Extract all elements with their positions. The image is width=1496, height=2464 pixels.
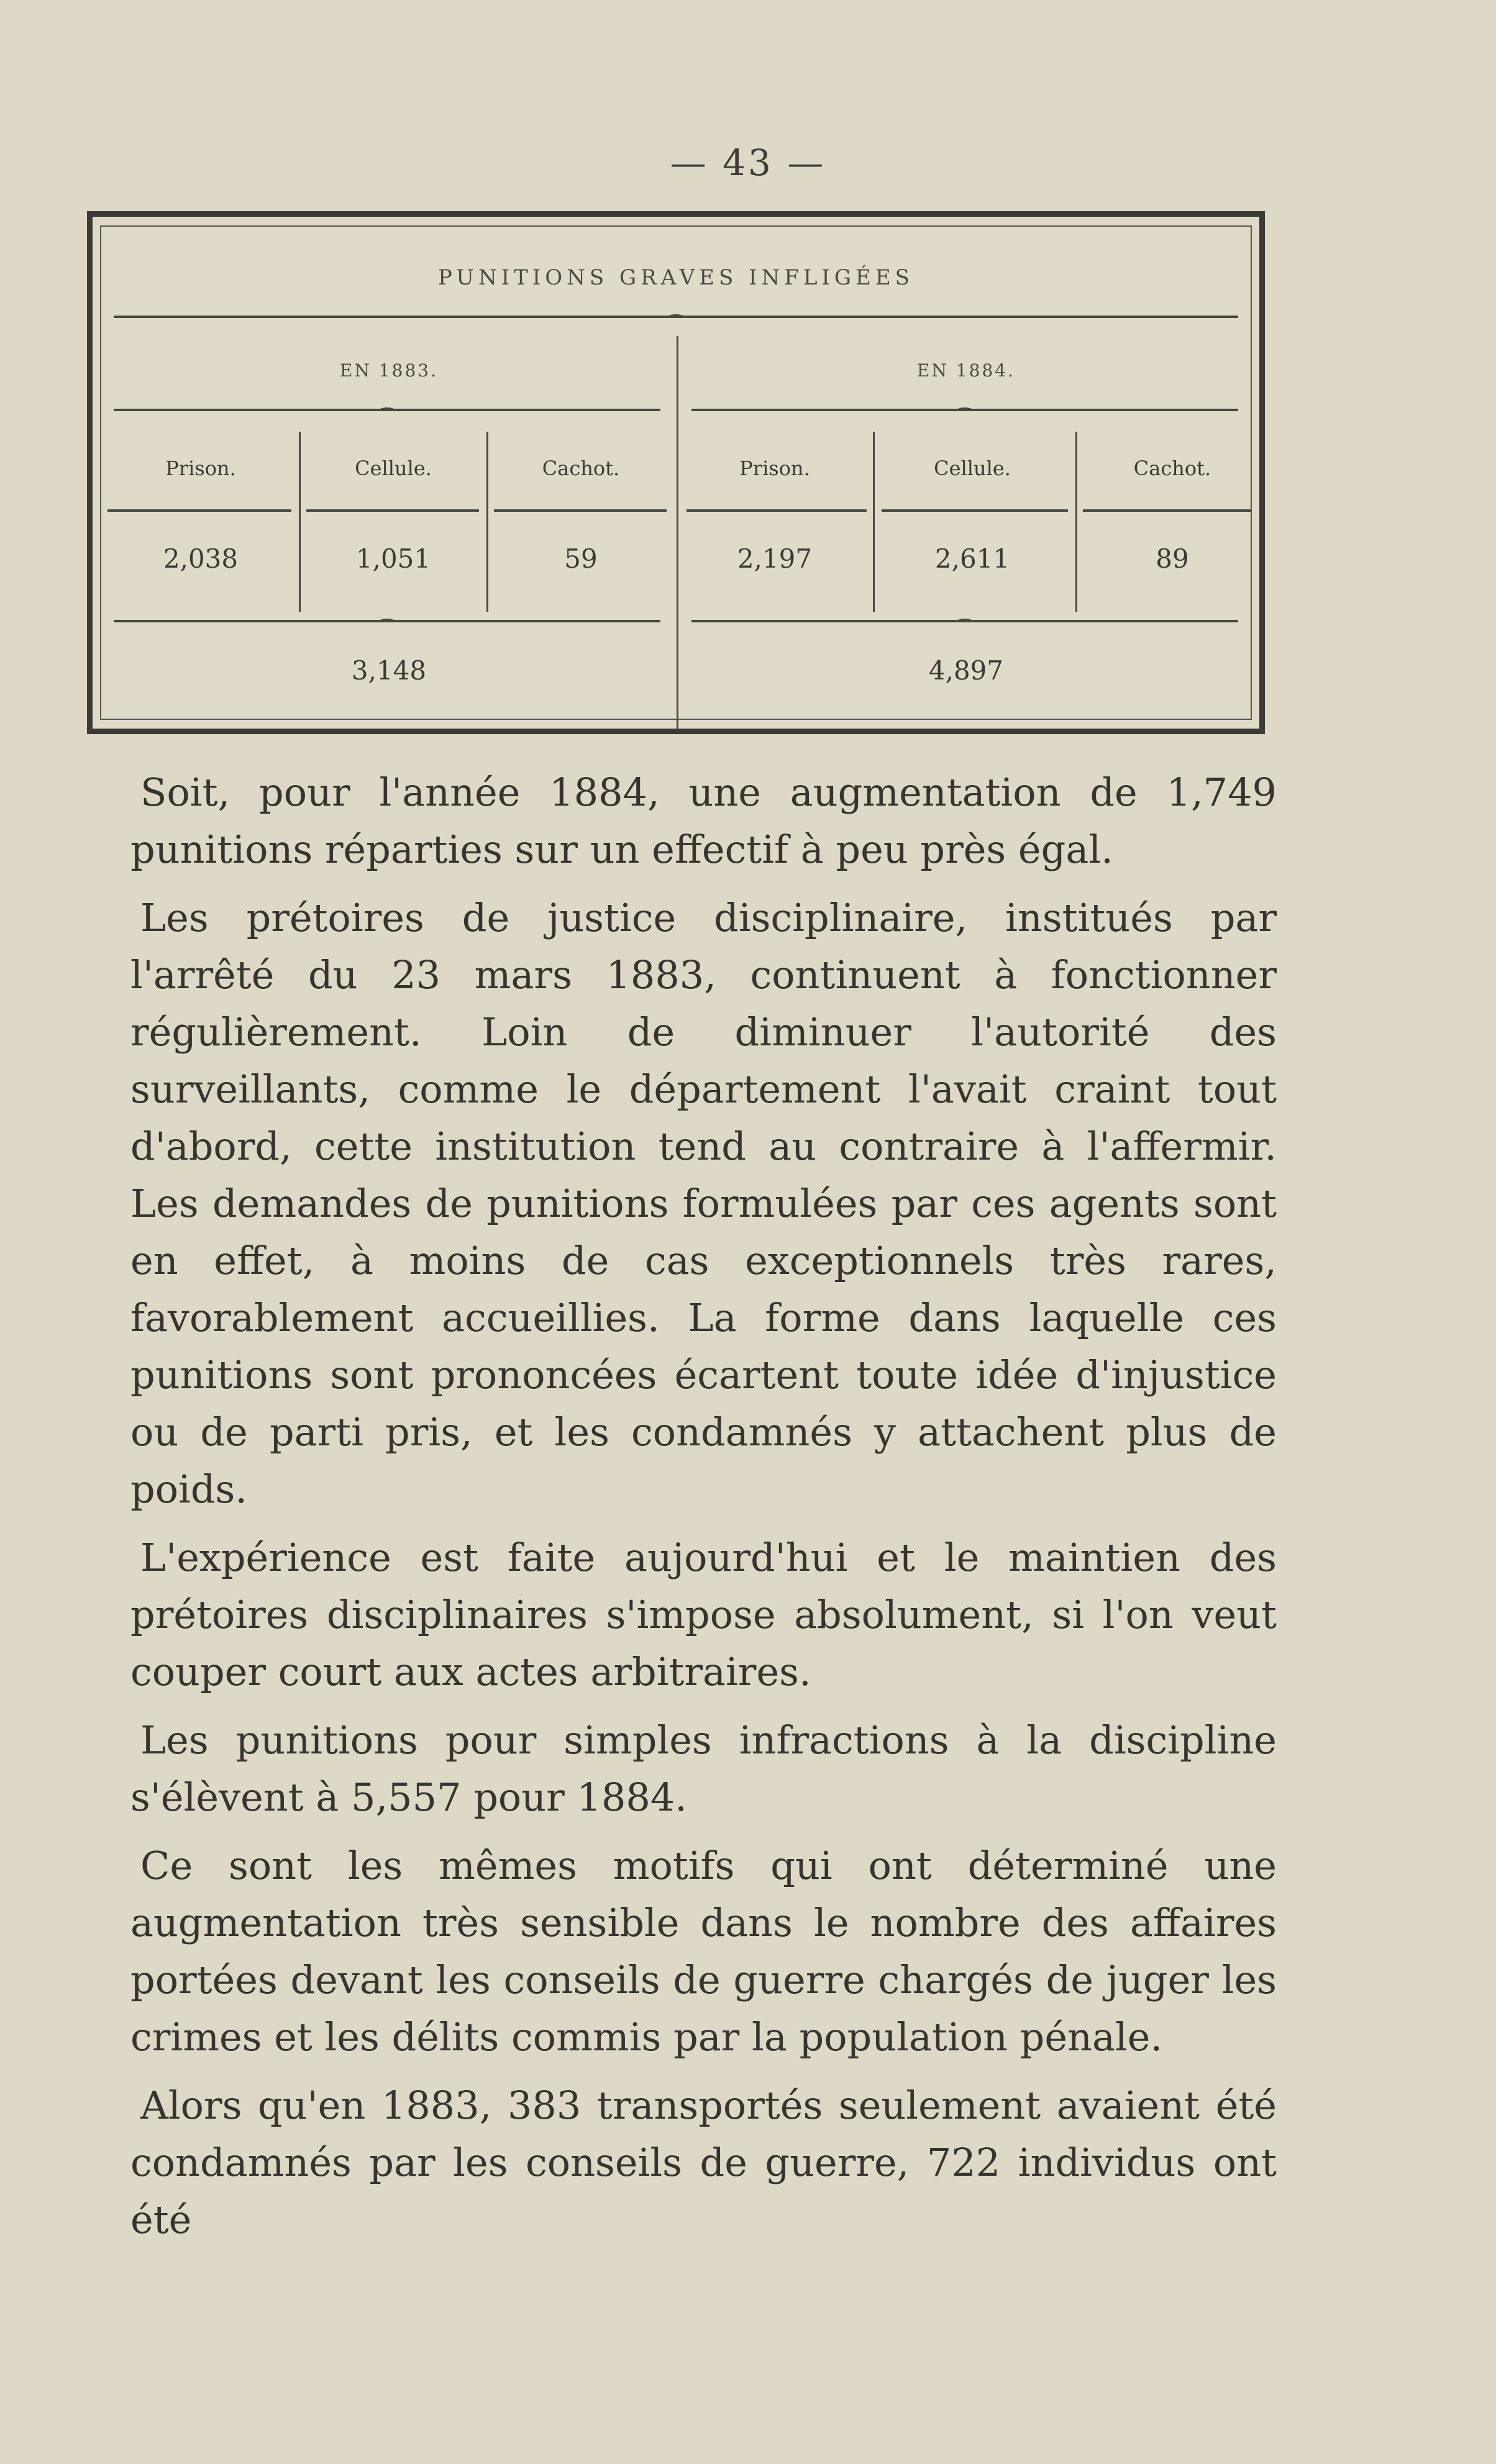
total-1884: 4,897 xyxy=(928,655,1004,686)
column-header-prison-1884: Prison. xyxy=(739,457,810,480)
value-prison-1883: 2,038 xyxy=(163,543,239,574)
total-1883: 3,148 xyxy=(351,655,427,686)
value-prison-1884: 2,197 xyxy=(737,543,813,574)
column-header-prison-1883: Prison. xyxy=(165,457,236,480)
title-brace xyxy=(114,314,1238,320)
column-header-cachot-1883: Cachot. xyxy=(542,457,620,480)
value-cellule-1883: 1,051 xyxy=(355,543,431,574)
paragraph: Les punitions pour simples infractions à la discipline s'élèvent à 5,557 pour 1884. xyxy=(130,1717,1277,1820)
page-number: — 43 — xyxy=(670,142,826,184)
paragraph: Les prétoires de justice disciplinaire, institués par l'arrêté du 23 mars 1883, continuent à fonctionner régulièrement. Loin de diminuer l'autorité des surveillants, comme le département l'avait craint tout d'abord, cette institution tend au contraire à l'affermir. Les demandes de punitions formulées par ces agents sont en effet, à moins de cas exceptionnels très rares, favorablement accueillies. La forme dans laquelle ces punitions sont prononcées écartent toute idée d'injustice ou de parti pris, et les condamnés y attachent plus de poids. xyxy=(130,895,1277,1512)
table-title: PUNITIONS GRAVES INFLIGÉES xyxy=(438,265,914,290)
header-rule xyxy=(686,509,867,512)
header-rule xyxy=(882,509,1068,512)
column-header-cellule-1883: Cellule. xyxy=(355,457,432,480)
value-cachot-1884: 89 xyxy=(1156,543,1189,574)
table-inner-border xyxy=(100,225,1252,720)
paragraph: Alors qu'en 1883, 383 transportés seulement avaient été condamnés par les conseils de guerre, 722 individus ont été xyxy=(130,2083,1277,2242)
total-1884-brace xyxy=(691,618,1238,624)
column-header-cellule-1884: Cellule. xyxy=(934,457,1011,480)
column-divider xyxy=(1075,432,1077,612)
header-rule xyxy=(494,509,667,512)
year-1884-header: EN 1884. xyxy=(917,360,1015,381)
paragraph: Soit, pour l'année 1884, une augmentation de 1,749 punitions réparties sur un effectif à peu près égal. xyxy=(130,770,1277,872)
year-1883-brace xyxy=(114,407,660,413)
total-1883-brace xyxy=(114,618,660,624)
year-1884-brace xyxy=(691,407,1238,413)
paragraph: L'expérience est faite aujourd'hui et le maintien des prétoires disciplinaires s'impose absolument, si l'on veut couper court aux actes arbitraires. xyxy=(130,1535,1277,1694)
value-cachot-1883: 59 xyxy=(564,543,598,574)
header-rule xyxy=(306,509,479,512)
column-header-cachot-1884: Cachot. xyxy=(1133,457,1211,480)
punishments-table xyxy=(87,211,1265,734)
body-text xyxy=(130,764,1277,2260)
paragraph: Ce sont les mêmes motifs qui ont déterminé une augmentation très sensible dans le nombre des affaires portées devant les conseils de guerre chargés de juger les crimes et les délits commis par la population pénale. xyxy=(130,1843,1277,2060)
header-rule xyxy=(107,509,291,512)
value-cellule-1884: 2,611 xyxy=(934,543,1010,574)
header-rule xyxy=(1083,509,1251,512)
column-divider xyxy=(873,432,875,612)
year-1883-header: EN 1883. xyxy=(340,360,438,381)
